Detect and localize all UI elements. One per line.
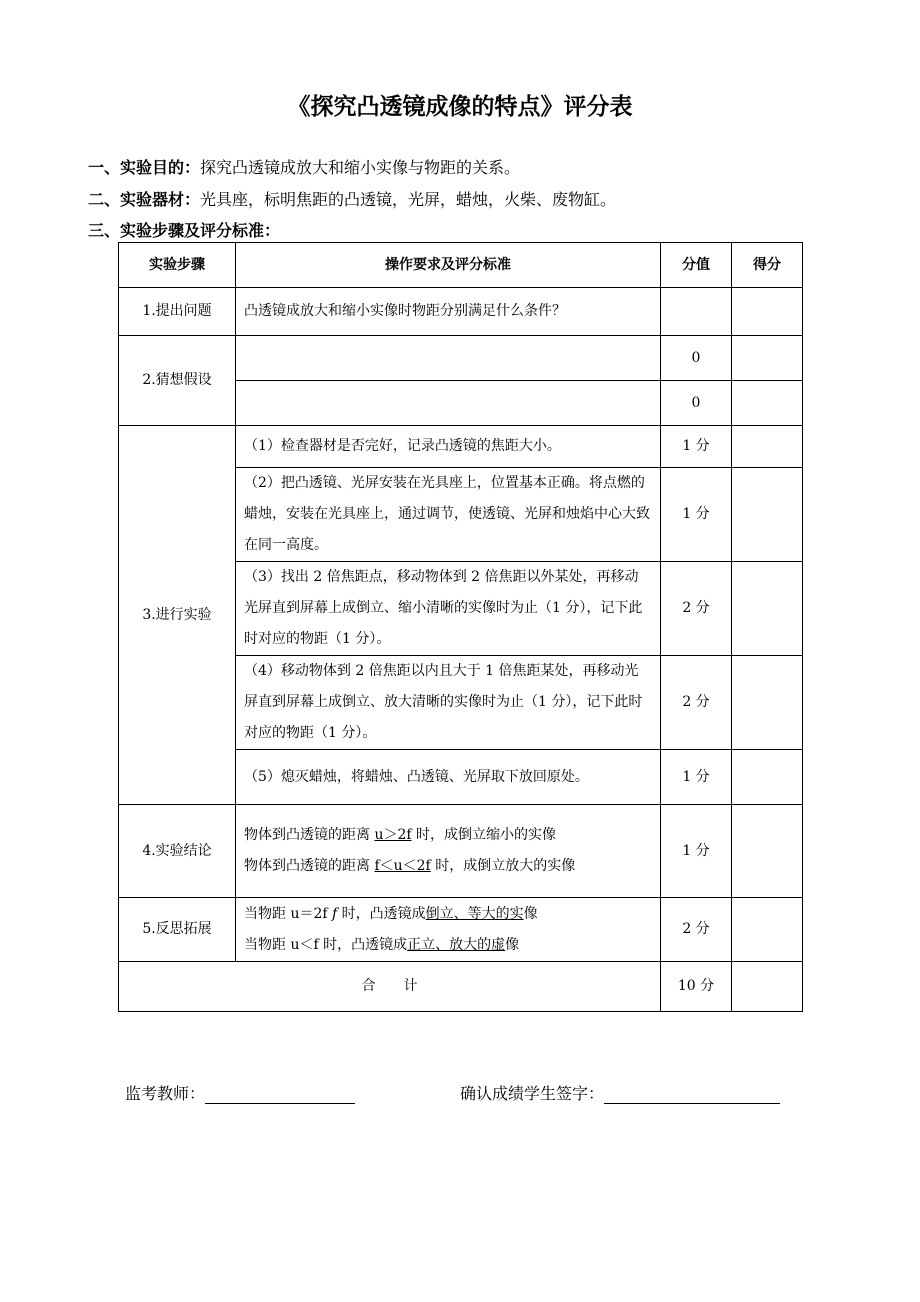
equipment-text: 光具座，标明焦距的凸透镜，光屏，蜡烛，火柴、废物缸。 <box>200 190 617 209</box>
requirement-cell <box>236 336 661 381</box>
requirement-cell: （1）检查器材是否完好，记录凸透镜的焦距大小。 <box>236 426 661 468</box>
reflection-text: 当物距 u＝2f <box>244 905 333 922</box>
scoring-table <box>118 242 803 1012</box>
score-cell[interactable] <box>732 288 803 336</box>
points-cell: 1 分 <box>661 468 732 562</box>
table-row <box>119 898 803 962</box>
requirement-cell: （3）找出 2 倍焦距点，移动物体到 2 倍焦距以外某处，再移动光屏直到屏幕上成倒立、缩小清晰的实像时为止（1 分），记下此时对应的物距（1 分）。 <box>236 562 661 656</box>
reflection-text: 当物距 u＜f 时，凸透镜成 <box>244 936 408 953</box>
total-row <box>119 962 803 1012</box>
requirement-cell <box>236 805 661 898</box>
reflection-text: f <box>332 905 338 922</box>
step-cell: 1.提出问题 <box>119 288 236 336</box>
teacher-label: 监考教师： <box>125 1084 206 1103</box>
header-points: 分值 <box>661 243 732 288</box>
step-cell: 4.实验结论 <box>119 805 236 898</box>
reflection-text: 像 <box>505 936 520 953</box>
equipment-label: 二、实验器材： <box>88 190 201 209</box>
conclusion-line-1 <box>244 820 652 851</box>
score-cell[interactable] <box>732 381 803 426</box>
step-cell: 2.猜想假设 <box>119 336 236 426</box>
step-cell: 3.进行实验 <box>119 426 236 805</box>
header-row <box>119 243 803 288</box>
requirement-cell: 凸透镜成放大和缩小实像时物距分别满足什么条件？ <box>236 288 661 336</box>
purpose-label: 一、实验目的： <box>88 158 201 177</box>
reflection-line-1 <box>244 899 652 930</box>
reflection-line-2 <box>244 930 652 961</box>
requirement-cell: （5）熄灭蜡烛，将蜡烛、凸透镜、光屏取下放回原处。 <box>236 750 661 805</box>
table-row <box>119 805 803 898</box>
points-cell: 2 分 <box>661 656 732 750</box>
student-signature <box>460 1081 780 1104</box>
points-cell: 0 <box>661 336 732 381</box>
requirement-cell: （4）移动物体到 2 倍焦距以内且大于 1 倍焦距某处，再移动光屏直到屏幕上成倒立、放大清晰的实像时为止（1 分），记下此时对应的物距（1 分）。 <box>236 656 661 750</box>
points-cell: 1 分 <box>661 426 732 468</box>
conclusion-answer: f＜u＜2f <box>374 858 431 874</box>
teacher-signature-field[interactable] <box>205 1087 355 1104</box>
steps-label: 三、实验步骤及评分标准： <box>88 221 281 240</box>
score-cell[interactable] <box>732 336 803 381</box>
conclusion-line-2 <box>244 851 652 882</box>
score-cell[interactable] <box>732 750 803 805</box>
points-cell: 1 分 <box>661 750 732 805</box>
total-score-cell[interactable] <box>732 962 803 1012</box>
points-cell: 0 <box>661 381 732 426</box>
purpose-line <box>88 158 520 178</box>
requirement-cell <box>236 898 661 962</box>
equipment-line <box>88 190 616 210</box>
step-cell: 5.反思拓展 <box>119 898 236 962</box>
points-cell: 2 分 <box>661 898 732 962</box>
score-cell[interactable] <box>732 426 803 468</box>
total-points: 10 分 <box>661 962 732 1012</box>
teacher-signature <box>125 1081 355 1104</box>
score-cell[interactable] <box>732 562 803 656</box>
table-row <box>119 336 803 381</box>
purpose-text: 探究凸透镜成放大和缩小实像与物距的关系。 <box>200 158 521 177</box>
score-cell[interactable] <box>732 468 803 562</box>
total-label: 合 计 <box>119 962 661 1012</box>
page-title: 《探究凸透镜成像的特点》评分表 <box>287 94 633 120</box>
student-signature-field[interactable] <box>604 1087 780 1104</box>
reflection-answer: 倒立、等大的实 <box>425 905 524 922</box>
student-label: 确认成绩学生签字： <box>460 1084 605 1103</box>
header-score: 得分 <box>732 243 803 288</box>
steps-line <box>88 221 280 241</box>
conclusion-text: 时，成倒立放大的实像 <box>430 858 576 874</box>
reflection-text: 时，凸透镜成 <box>337 905 426 922</box>
conclusion-answer: u＞2f <box>374 827 412 843</box>
reflection-answer: 正立、放大的虚 <box>407 936 506 953</box>
score-cell[interactable] <box>732 656 803 750</box>
score-cell[interactable] <box>732 805 803 898</box>
conclusion-text: 物体到凸透镜的距离 <box>244 858 375 874</box>
conclusion-text: 物体到凸透镜的距离 <box>244 827 375 843</box>
header-step: 实验步骤 <box>119 243 236 288</box>
points-cell: 1 分 <box>661 805 732 898</box>
score-cell[interactable] <box>732 898 803 962</box>
requirement-cell: （2）把凸透镜、光屏安装在光具座上，位置基本正确。将点燃的蜡烛，安装在光具座上，通过调节，使透镜、光屏和烛焰中心大致在同一高度。 <box>236 468 661 562</box>
points-cell: 2 分 <box>661 562 732 656</box>
points-cell <box>661 288 732 336</box>
requirement-cell <box>236 381 661 426</box>
header-requirement: 操作要求及评分标准 <box>236 243 661 288</box>
reflection-text: 像 <box>523 905 538 922</box>
table-row <box>119 288 803 336</box>
table-row <box>119 426 803 468</box>
conclusion-text: 时，成倒立缩小的实像 <box>411 827 557 843</box>
